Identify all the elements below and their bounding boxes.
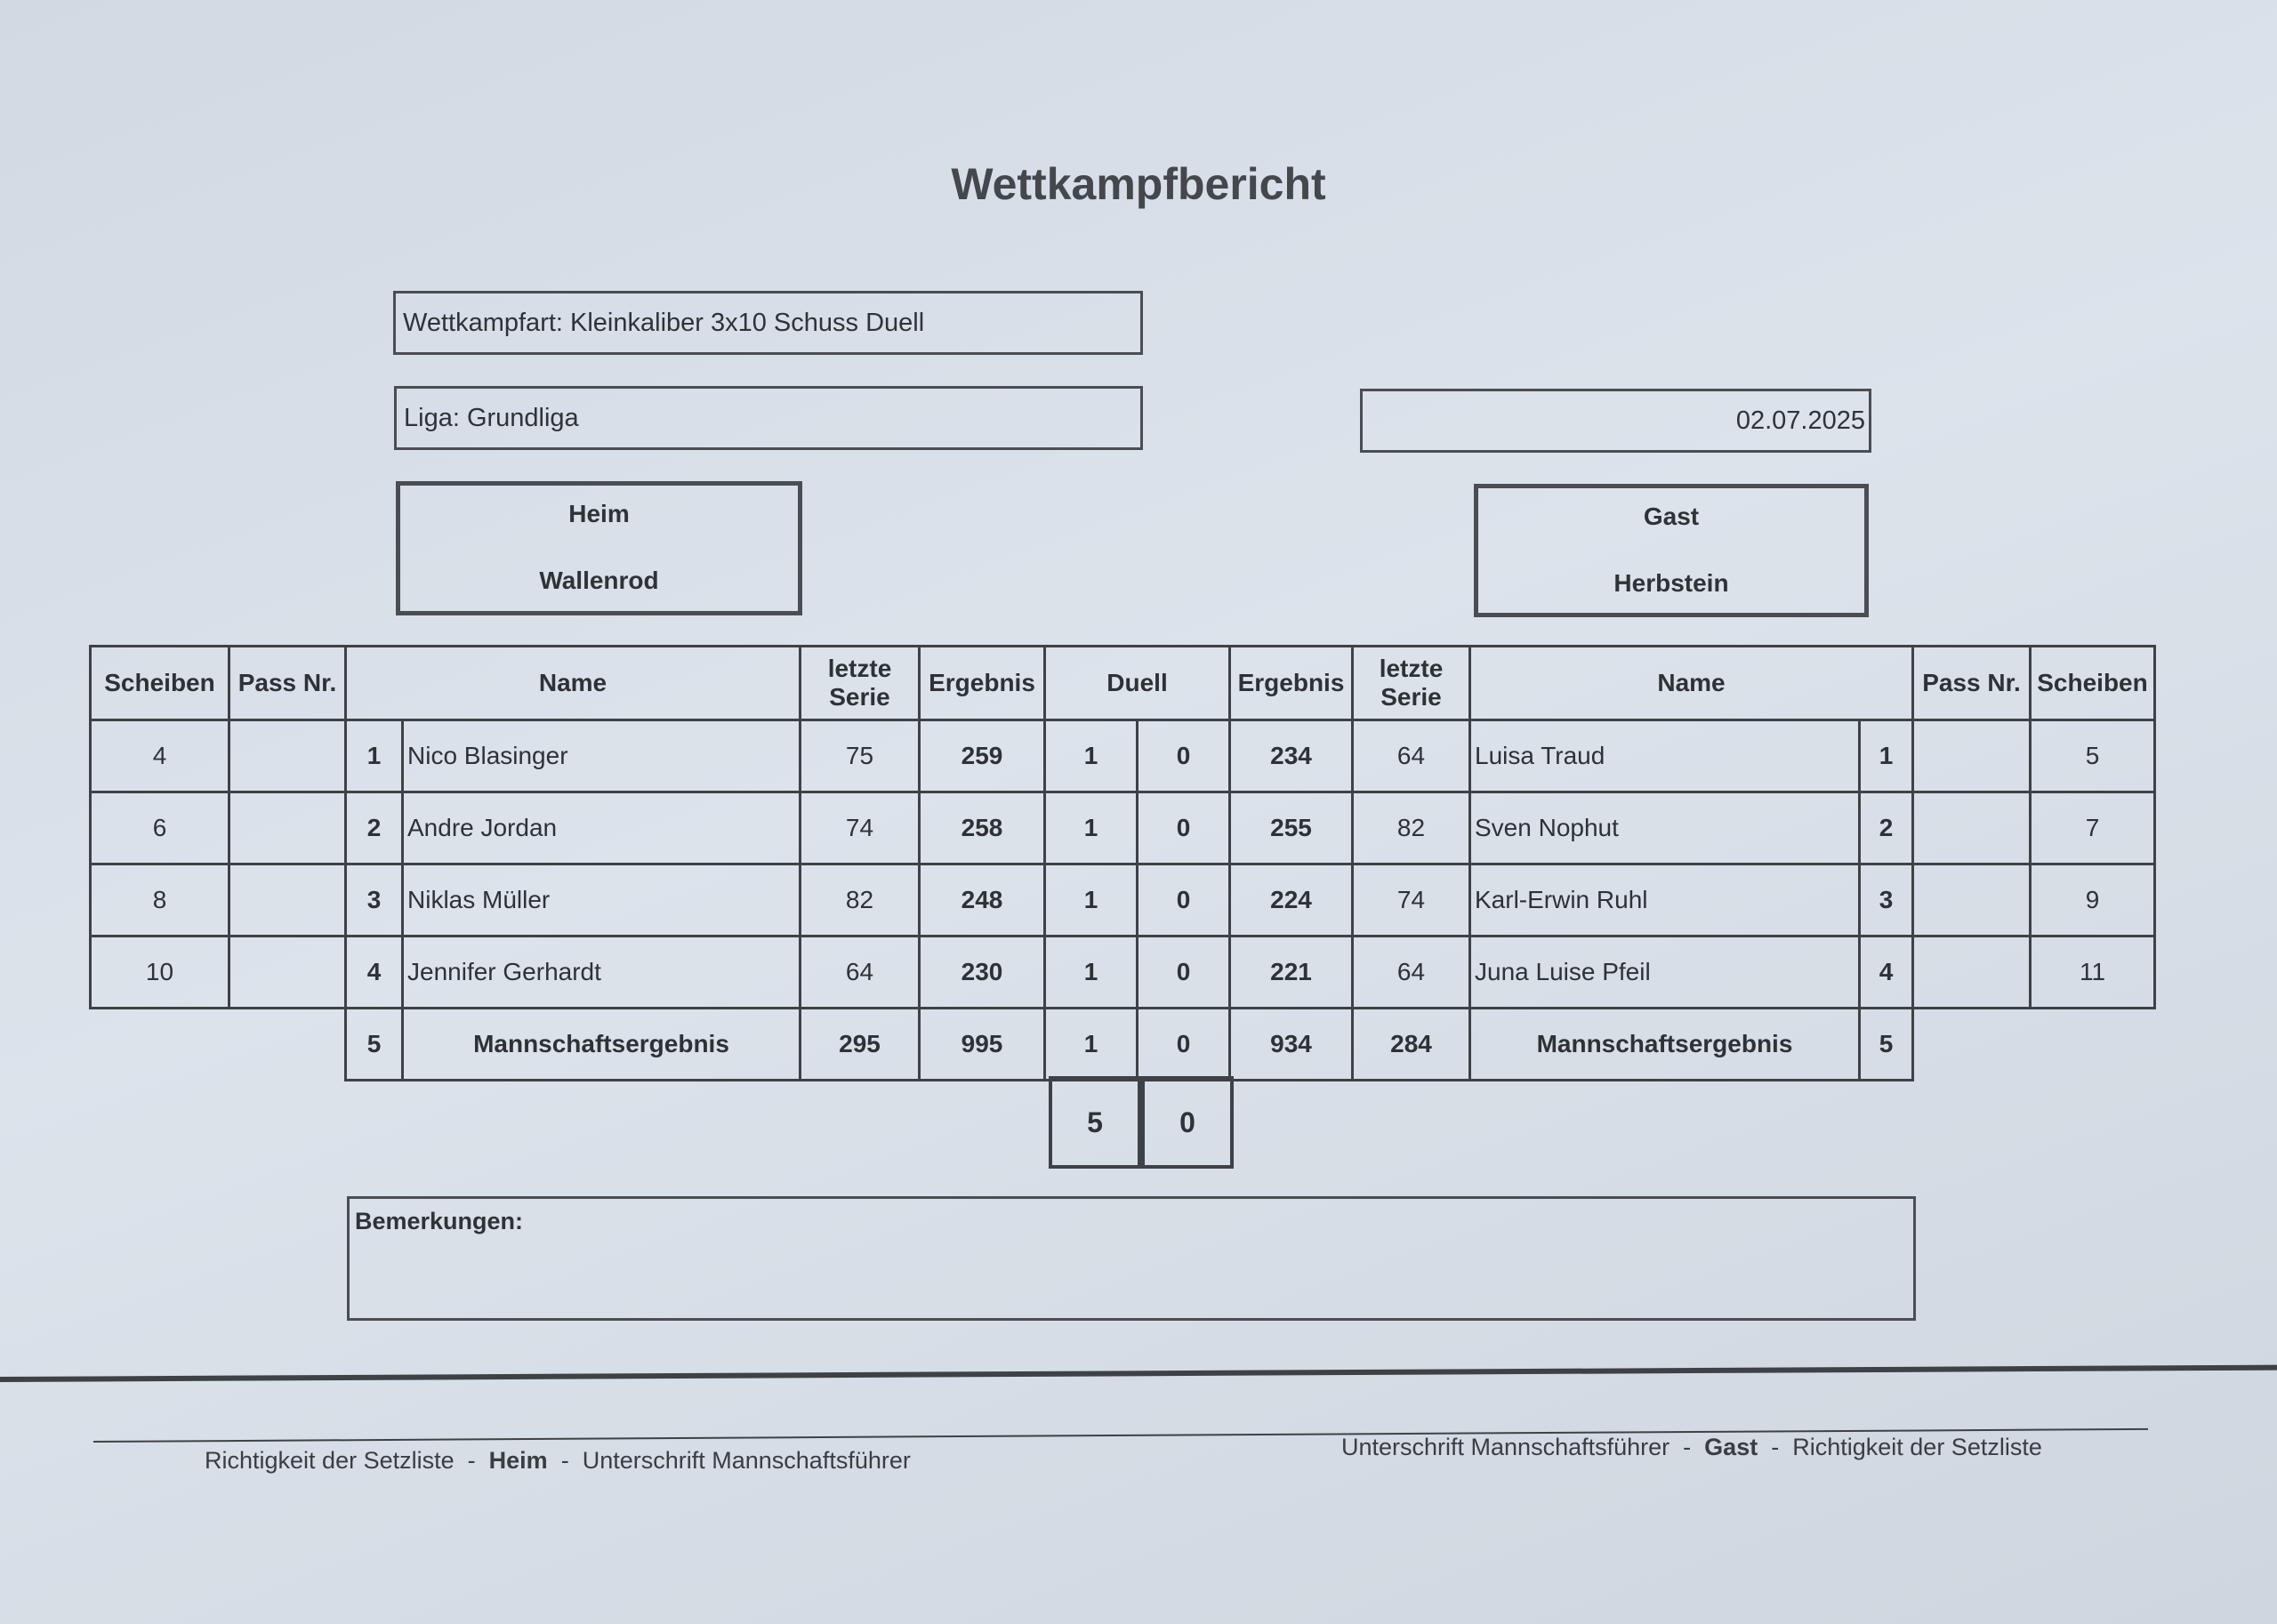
home-team-result-label: Mannschaftsergebnis xyxy=(403,1009,801,1081)
total-guest-points: 0 xyxy=(1141,1076,1234,1169)
home-letzte-serie: 75 xyxy=(801,720,920,792)
home-position: 4 xyxy=(346,937,403,1009)
home-team-name: Wallenrod xyxy=(539,567,659,594)
home-shooter-name: Andre Jordan xyxy=(403,792,801,864)
guest-shooter-name: Sven Nophut xyxy=(1470,792,1860,864)
sig-right-b: Gast xyxy=(1704,1434,1758,1460)
competition-type-field xyxy=(393,291,1143,355)
sig-left-sep1: - xyxy=(467,1447,476,1474)
table-row xyxy=(91,937,2155,1009)
sig-left-a: Richtigkeit der Setzliste xyxy=(205,1447,455,1474)
header-duell: Duell xyxy=(1045,647,1230,720)
home-ergebnis: 258 xyxy=(920,792,1045,864)
header-ergebnis-home: Ergebnis xyxy=(920,647,1045,720)
home-shooter-name: Niklas Müller xyxy=(403,864,801,937)
duell-guest-point: 0 xyxy=(1138,937,1230,1009)
header-letzte-text: letzte xyxy=(827,655,892,682)
date-text: 02.07.2025 xyxy=(1735,406,1865,435)
home-team-ergebnis: 995 xyxy=(920,1009,1045,1081)
header-pass-home: Pass Nr. xyxy=(229,647,346,720)
home-team-position: 5 xyxy=(346,1009,403,1081)
home-ergebnis: 248 xyxy=(920,864,1045,937)
home-letzte-serie: 82 xyxy=(801,864,920,937)
guest-scheiben: 7 xyxy=(2031,792,2155,864)
guest-ergebnis: 224 xyxy=(1230,864,1353,937)
guest-pass-nr xyxy=(1913,792,2031,864)
team-duell-guest-point: 0 xyxy=(1138,1009,1230,1081)
duell-guest-point: 0 xyxy=(1138,720,1230,792)
home-pass-nr xyxy=(229,792,346,864)
guest-team-name: Herbstein xyxy=(1613,569,1729,597)
guest-position: 3 xyxy=(1860,864,1913,937)
header-scheiben-home: Scheiben xyxy=(91,647,229,720)
home-shooter-name: Nico Blasinger xyxy=(403,720,801,792)
signature-caption-guest xyxy=(1341,1434,2042,1461)
guest-letzte-serie: 64 xyxy=(1353,720,1470,792)
home-team-box xyxy=(396,481,802,615)
guest-letzte-serie: 82 xyxy=(1353,792,1470,864)
team-result-row xyxy=(91,1009,2155,1081)
duell-home-point: 1 xyxy=(1045,792,1138,864)
home-pass-nr xyxy=(229,720,346,792)
blank-cell xyxy=(1913,1009,2031,1081)
header-serie-text: Serie xyxy=(829,683,890,711)
guest-team-letzte-serie: 284 xyxy=(1353,1009,1470,1081)
duell-guest-point: 0 xyxy=(1138,864,1230,937)
guest-ergebnis: 234 xyxy=(1230,720,1353,792)
home-position: 3 xyxy=(346,864,403,937)
sig-left-sep2: - xyxy=(560,1447,569,1474)
sig-left-c: Unterschrift Mannschaftsführer xyxy=(582,1447,911,1474)
guest-ergebnis: 221 xyxy=(1230,937,1353,1009)
home-letzte-serie: 74 xyxy=(801,792,920,864)
guest-team-ergebnis: 934 xyxy=(1230,1009,1353,1081)
home-label: Heim xyxy=(568,500,630,527)
header-scheiben-guest: Scheiben xyxy=(2031,647,2155,720)
header-name-guest: Name xyxy=(1470,647,1913,720)
header-pass-guest: Pass Nr. xyxy=(1913,647,2031,720)
sig-right-a: Unterschrift Mannschaftsführer xyxy=(1341,1434,1670,1460)
table-row xyxy=(91,720,2155,792)
guest-letzte-serie: 64 xyxy=(1353,937,1470,1009)
guest-position: 1 xyxy=(1860,720,1913,792)
remarks-label: Bemerkungen: xyxy=(355,1208,524,1234)
blank-cell xyxy=(91,1009,229,1081)
duell-home-point: 1 xyxy=(1045,720,1138,792)
header-letzte-serie-guest xyxy=(1353,647,1470,720)
guest-shooter-name: Karl-Erwin Ruhl xyxy=(1470,864,1860,937)
home-shooter-name: Jennifer Gerhardt xyxy=(403,937,801,1009)
remarks-box xyxy=(347,1196,1916,1321)
guest-team-result-label: Mannschaftsergebnis xyxy=(1470,1009,1860,1081)
home-scheiben: 4 xyxy=(91,720,229,792)
duell-home-point: 1 xyxy=(1045,864,1138,937)
guest-pass-nr xyxy=(1913,864,2031,937)
header-letzte-serie-home xyxy=(801,647,920,720)
table-row xyxy=(91,792,2155,864)
sig-right-sep1: - xyxy=(1683,1434,1692,1460)
guest-scheiben: 5 xyxy=(2031,720,2155,792)
league-text: Liga: Grundliga xyxy=(404,403,579,432)
blank-cell xyxy=(229,1009,346,1081)
guest-team-box xyxy=(1474,484,1869,617)
table-row xyxy=(91,864,2155,937)
sig-right-sep2: - xyxy=(1771,1434,1780,1460)
results-table xyxy=(89,645,2156,1081)
header-serie-text: Serie xyxy=(1380,683,1442,711)
home-position: 1 xyxy=(346,720,403,792)
date-field xyxy=(1360,389,1871,453)
home-ergebnis: 259 xyxy=(920,720,1045,792)
guest-scheiben: 11 xyxy=(2031,937,2155,1009)
home-scheiben: 8 xyxy=(91,864,229,937)
blank-cell xyxy=(2031,1009,2155,1081)
sig-left-b: Heim xyxy=(488,1447,548,1474)
home-pass-nr xyxy=(229,937,346,1009)
home-scheiben: 6 xyxy=(91,792,229,864)
guest-label: Gast xyxy=(1643,502,1700,530)
home-position: 2 xyxy=(346,792,403,864)
home-team-letzte-serie: 295 xyxy=(801,1009,920,1081)
header-name-home: Name xyxy=(346,647,801,720)
home-letzte-serie: 64 xyxy=(801,937,920,1009)
home-pass-nr xyxy=(229,864,346,937)
home-scheiben: 10 xyxy=(91,937,229,1009)
signature-caption-home xyxy=(205,1447,911,1475)
guest-pass-nr xyxy=(1913,937,2031,1009)
guest-shooter-name: Luisa Traud xyxy=(1470,720,1860,792)
sig-right-c: Richtigkeit der Setzliste xyxy=(1792,1434,2042,1460)
guest-ergebnis: 255 xyxy=(1230,792,1353,864)
header-row xyxy=(91,647,2155,720)
league-field xyxy=(394,386,1143,450)
guest-pass-nr xyxy=(1913,720,2031,792)
duell-home-point: 1 xyxy=(1045,937,1138,1009)
duell-guest-point: 0 xyxy=(1138,792,1230,864)
header-letzte-text: letzte xyxy=(1379,655,1444,682)
team-duell-home-point: 1 xyxy=(1045,1009,1138,1081)
total-home-points: 5 xyxy=(1049,1076,1141,1169)
guest-shooter-name: Juna Luise Pfeil xyxy=(1470,937,1860,1009)
competition-type-text: Wettkampfart: Kleinkaliber 3x10 Schuss Duell xyxy=(403,308,925,337)
divider-line xyxy=(0,1365,2277,1382)
guest-position: 4 xyxy=(1860,937,1913,1009)
header-ergebnis-guest: Ergebnis xyxy=(1230,647,1353,720)
page-title: Wettkampfbericht xyxy=(951,159,1326,209)
guest-position: 2 xyxy=(1860,792,1913,864)
guest-scheiben: 9 xyxy=(2031,864,2155,937)
home-ergebnis: 230 xyxy=(920,937,1045,1009)
guest-team-position: 5 xyxy=(1860,1009,1913,1081)
guest-letzte-serie: 74 xyxy=(1353,864,1470,937)
